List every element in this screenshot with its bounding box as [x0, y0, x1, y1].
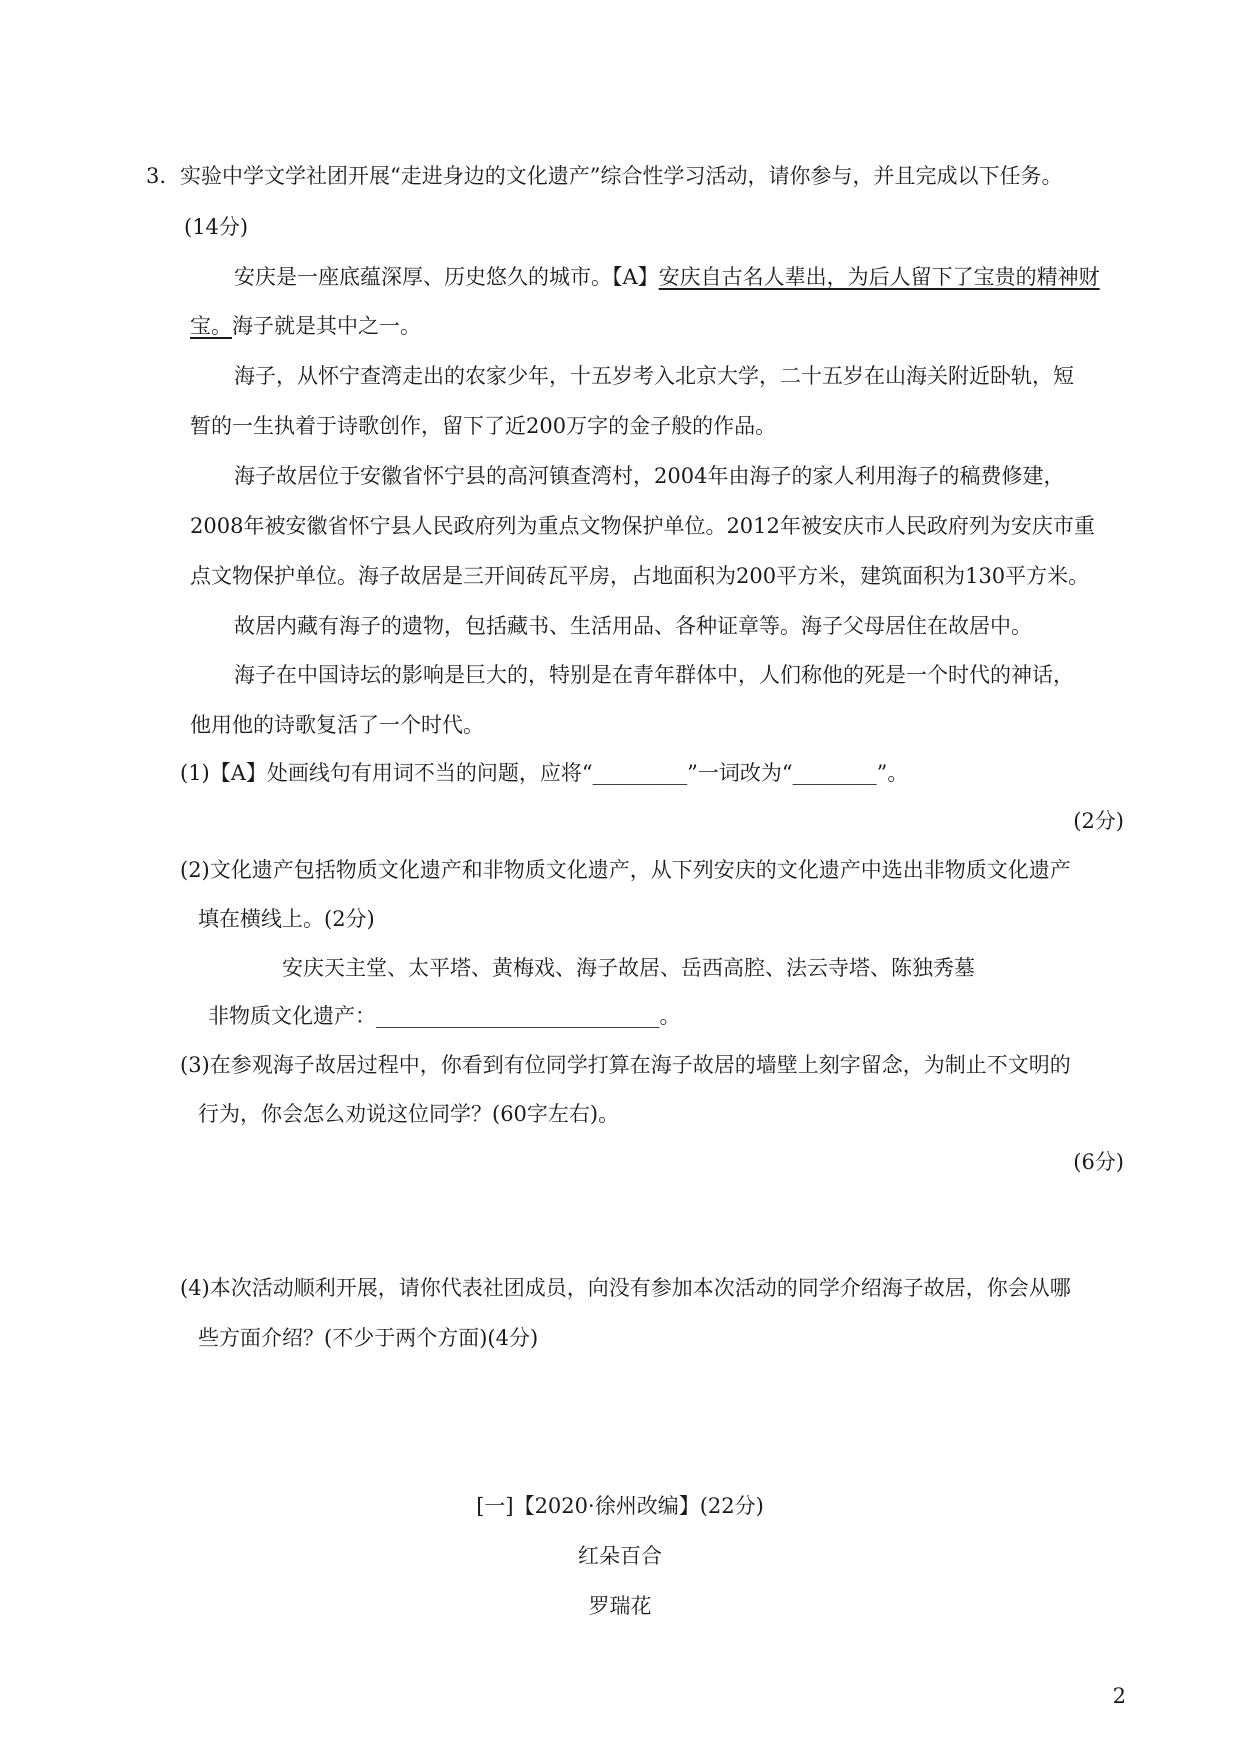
subquestion-4-line-1: (4)本次活动顺利开展，请你代表社团成员，向没有参加本次活动的同学介绍海子故居，你会从哪 — [180, 1276, 1071, 1300]
passage-p5-line-1: 海子在中国诗坛的影响是巨大的，特别是在青年群体中，人们称他的死是一个时代的神话， — [234, 663, 1074, 687]
subquestion-3-line-1: (3)在参观海子故居过程中，你看到有位同学打算在海子故居的墙壁上刻字留念，为制止不文明的 — [180, 1053, 1071, 1077]
answer-line-intangible: 非物质文化遗产：___________________________。 — [208, 1004, 681, 1028]
passage-paragraph-1-cont — [190, 313, 421, 339]
passage-p3-line-2: 2008年被安徽省怀宁县人民政府列为重点文物保护单位。2012年被安庆市人民政府列为安庆市重 — [190, 514, 1095, 538]
heritage-list: 安庆天主堂、太平塔、黄梅戏、海子故居、岳西高腔、法云寺塔、陈独秀墓 — [282, 956, 975, 980]
subquestion-3-score: (6分) — [1073, 1150, 1124, 1174]
passage-paragraph-1 — [234, 264, 1100, 290]
section-heading: [一]【2020·徐州改编】(22分) — [476, 1494, 764, 1518]
passage-p2-line-1: 海子，从怀宁查湾走出的农家少年，十五岁考入北京大学，二十五岁在山海关附近卧轨，短 — [234, 364, 1074, 388]
passage-p4: 故居内藏有海子的遗物，包括藏书、生活用品、各种证章等。海子父母居住在故居中。 — [234, 614, 1032, 638]
question-score: (14分) — [184, 215, 249, 239]
subquestion-2-line-1: (2)文化遗产包括物质文化遗产和非物质文化遗产，从下列安庆的文化遗产中选出非物质文化遗产 — [180, 858, 1071, 882]
underlined-sentence-part-1: 安庆自古名人辈出，为后人留下了宝贵的精神财 — [658, 265, 1100, 289]
subquestion-1-score: (2分) — [1073, 809, 1124, 833]
underlined-sentence-part-2: 宝。 — [190, 314, 232, 338]
passage-p5-line-2: 他用他的诗歌复活了一个时代。 — [190, 713, 484, 737]
passage-p3-line-3: 点文物保护单位。海子故居是三开间砖瓦平房，占地面积为200平方米，建筑面积为130平方米。 — [190, 564, 1090, 588]
subquestion-4-line-2: 些方面介绍？(不少于两个方面)(4分) — [198, 1326, 539, 1350]
page-number: 2 — [1112, 1684, 1126, 1708]
marker-a: 【A】 — [612, 265, 659, 289]
passage-p1-b: 海子就是其中之一。 — [232, 314, 421, 338]
question-number: 3. — [146, 164, 167, 188]
passage-p2-line-2: 暂的一生执着于诗歌创作，留下了近200万字的金子般的作品。 — [190, 414, 777, 438]
subquestion-3-line-2: 行为，你会怎么劝说这位同学？(60字左右)。 — [198, 1102, 620, 1126]
question-intro: 实验中学文学社团开展“走进身边的文化遗产”综合性学习活动，请你参与，并且完成以下任务。 — [180, 164, 1063, 188]
passage-p1-a: 安庆是一座底蕴深厚、历史悠久的城市。 — [234, 265, 612, 289]
article-title: 红朵百合 — [578, 1544, 662, 1568]
passage-p3-line-1: 海子故居位于安徽省怀宁县的高河镇查湾村，2004年由海子的家人利用海子的稿费修建， — [234, 464, 1065, 488]
subquestion-1: (1)【A】处画线句有用词不当的问题，应将“_________”一词改为“________”。 — [180, 761, 909, 785]
subquestion-2-line-2: 填在横线上。(2分) — [198, 907, 375, 931]
article-author: 罗瑞花 — [588, 1594, 652, 1618]
